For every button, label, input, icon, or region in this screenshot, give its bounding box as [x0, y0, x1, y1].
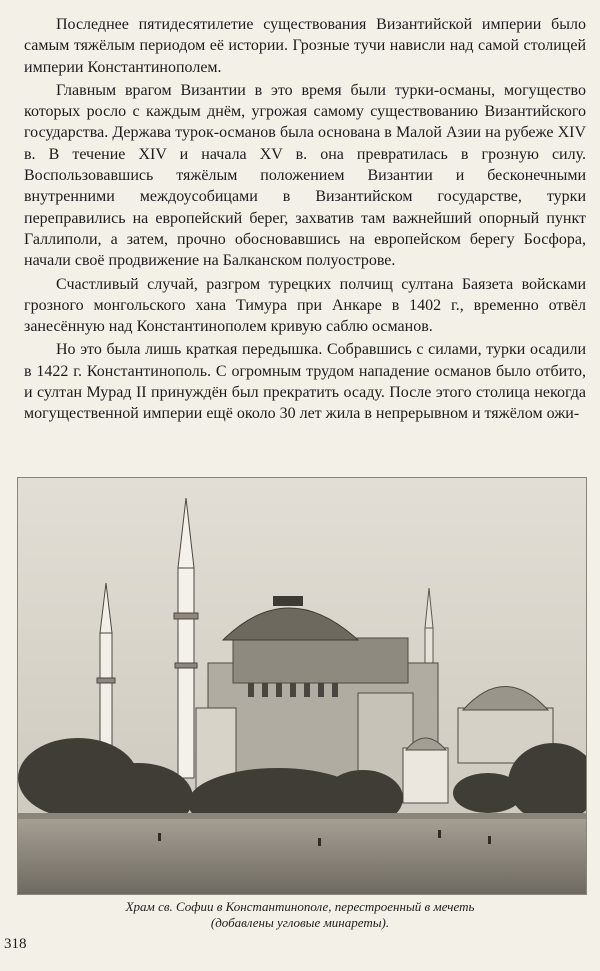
paragraph-4: Но это была лишь краткая передышка. Собравшись с силами, турки осадили в 1422 г. Константинополь. С огромным трудом нападение османов было отбито, и султан Мурад II принуждён был прекратить осаду. После этого столица некогда могущественной империи ещё около 30 лет жила в непрерывном и тяжёлом ожи-	[24, 341, 586, 423]
caption-line-1: Храм св. Софии в Константинополе, перестроенный в мечеть	[125, 899, 475, 914]
paragraph-3: Счастливый случай, разгром турецких полчищ султана Баязета войсками грозного монгольского хана Тимура при Анкаре в 1402 г., временно отвёл занесённую над Константинополем кривую саблю османов.	[24, 275, 586, 336]
hagia-sophia-photo	[17, 477, 587, 895]
paragraph-2: Главным врагом Византии в это время были турки-османы, могущество которых росло с каждым днём, угрожая самому существованию Византийского государства. Держава турок-османов была основана в Малой Азии на рубеже XIV в. В течение XIV и начала XV в. она превратилась в грозную силу. Воспользовавшись тяжёлым положением Византии и бесконечными внутренними междоусобицами в Византийском государстве, турки переправились на европейский берег, захватив там важнейший опорный пункт Галлиполи, а затем, прочно обосновавшись на европейском берегу Босфора, начали своё продвижение на Балканском полуострове.	[24, 81, 586, 270]
page-number: 318	[4, 936, 27, 952]
body-text	[24, 14, 586, 425]
paragraph-1: Последнее пятидесятилетие существования Византийской империи было самым тяжёлым периодом её истории. Грозные тучи нависли над самой столицей империи Константинополем.	[24, 16, 586, 76]
figure-caption	[40, 899, 560, 931]
caption-line-2: (добавлены угловые минареты).	[210, 915, 390, 930]
hagia-sophia-illustration	[18, 478, 586, 894]
